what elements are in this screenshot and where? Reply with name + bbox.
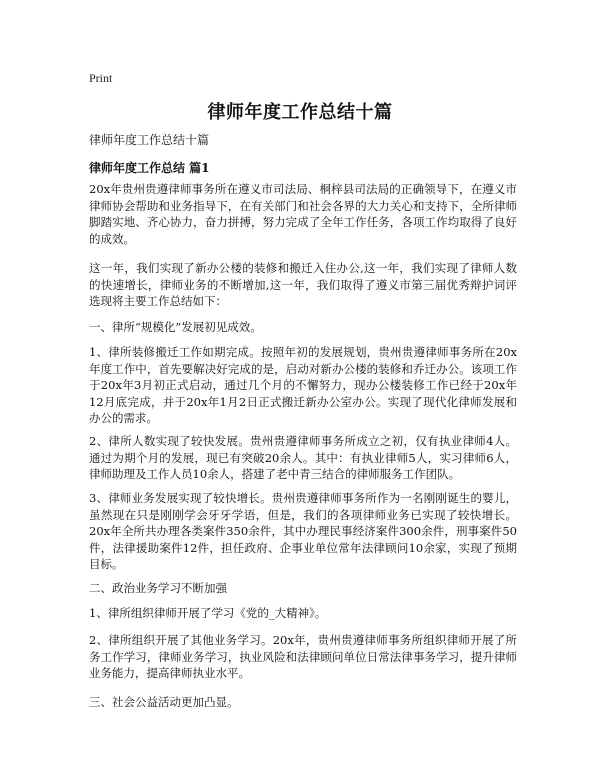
page-title: 律师年度工作总结十篇 — [207, 102, 393, 123]
paragraph-study-business: 2、律所组织开展了其他业务学习。20x年，贵州贵遵律师事务所组织律师开展了所务工作学习，律师业务学习，执业风险和法律顾问单位日常法律事务学习，提升律师业务能力，提高律师执业水平。 — [89, 633, 517, 680]
heading-part-three: 三、社会公益活动更加凸显。 — [89, 695, 239, 709]
print-link[interactable]: Print — [89, 71, 113, 85]
paragraph-intro: 20x年贵州贵遵律师事务所在遵义市司法局、桐梓县司法局的正确领导下，在遵义市律师协会帮助和业务指导下，在有关部门和社会各界的大力关心和支持下，全所律师脚踏实地、齐心协力，奋力拼搏，努力完成了全年工作任务，各项工作均取得了良好的成效。 — [89, 182, 517, 246]
paragraph-staff-growth: 2、律所人数实现了较快发展。贵州贵遵律师事务所成立之初，仅有执业律师4人。通过为期个月的发展，现已有突破20余人。其中：有执业律师5人，实习律师6人，律师助理及工作人员10余人，搭建了老中青三结合的律师服务工作团队。 — [89, 434, 517, 481]
article-subtitle: 律师年度工作总结十篇 — [89, 133, 210, 147]
paragraph-business-growth: 3、律师业务发展实现了较快增长。贵州贵遵律师事务所作为一名刚刚诞生的婴儿，虽然现在只是刚刚学会牙牙学语，但是，我们的各项律师业务已实现了较快增长。20x年全所共办理各类案件350余件，其中办理民事经济案件300余件，刑事案件50件，法律援助案件12件，担任政府、企事业单位常年法律顾问10余家，实现了预期目标。 — [89, 491, 517, 571]
heading-part-two: 二、政治业务学习不断加强 — [89, 581, 227, 595]
heading-part-one: 一、律所“规模化”发展初见成效。 — [89, 320, 262, 334]
paragraph-office-move: 1、律所装修搬迁工作如期完成。按照年初的发展规划，贵州贵遵律师事务所在20x年度工作中，首先要解决好完成的是，启动对新办公楼的装修和乔迁办公。该项工作于20x年3月初正式启动，通过几个月的不懈努力，现办公楼装修工作已经于20x年12月底完成，并于20x年1月2日正式搬迁新办公室办公。实现了现代化律师发展和办公的需求。 — [89, 345, 517, 425]
section-heading: 律师年度工作总结 篇1 — [89, 161, 210, 175]
paragraph-study-party: 1、律所组织律师开展了学习《党的_大精神》。 — [89, 606, 327, 620]
paragraph-summary: 这一年，我们实现了新办公楼的装修和搬迁入住办公,这一年，我们实现了律师人数的快速增长，律师业务的不断增加,这一年，我们取得了遵义市第三届优秀辩护词评选现将主要工作总结如下： — [89, 261, 517, 308]
